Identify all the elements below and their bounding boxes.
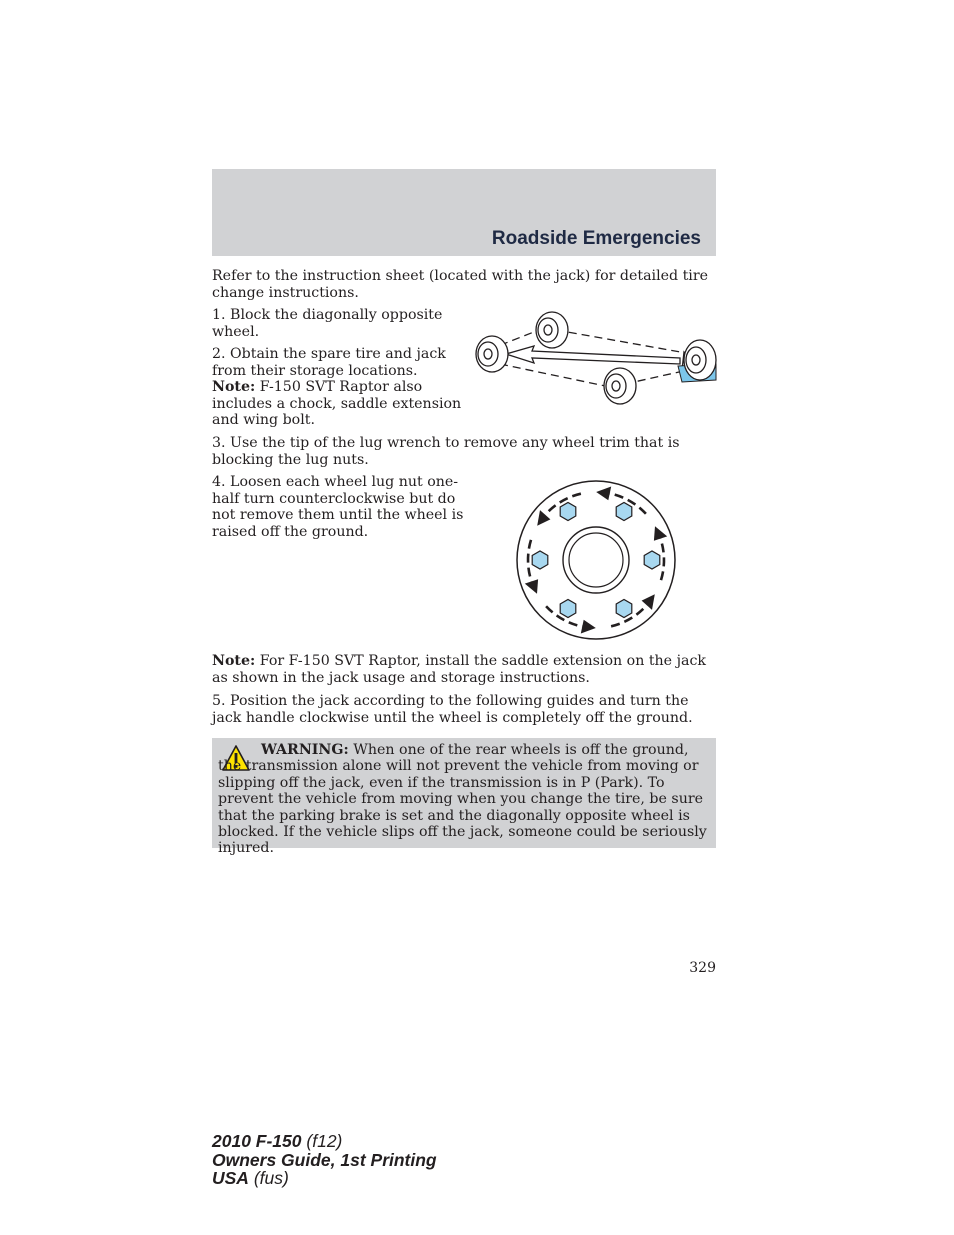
step-3: 3. Use the tip of the lug wrench to remove any wheel trim that is blocking the lug nuts.	[212, 435, 680, 468]
section-header-band	[212, 169, 716, 256]
wheel-blocking-diagram	[470, 308, 720, 408]
wheel-front-left	[476, 336, 508, 372]
document-footer	[212, 1132, 437, 1188]
warning-text	[218, 742, 710, 857]
raptor-note-text: For F-150 SVT Raptor, install the saddle extension on the jack as shown in the jack usage and storage instructions.	[212, 653, 706, 686]
page-number: 329	[689, 960, 716, 976]
footer-guide: Owners Guide, 1st Printing	[212, 1149, 437, 1170]
lug-nut-diagram	[514, 478, 678, 642]
warning-label: WARNING:	[261, 742, 349, 758]
lug-nut-icon	[616, 600, 632, 618]
lug-nut-icon	[532, 551, 548, 569]
wheel-rear-left	[536, 312, 568, 348]
step-1: 1. Block the diagonally opposite wheel.	[212, 307, 443, 340]
step-2-text: 2. Obtain the spare tire and jack from their storage locations.	[212, 346, 446, 379]
section-title: Roadside Emergencies	[491, 228, 701, 249]
step-2-note-text: F-150 SVT Raptor also includes a chock, saddle extension and wing bolt.	[212, 379, 462, 429]
footer-model-code: (f12)	[306, 1131, 343, 1151]
warning-box	[212, 738, 716, 857]
step-2	[212, 346, 462, 429]
lug-nut-icon	[644, 551, 660, 569]
footer-market: USA	[212, 1168, 249, 1188]
wheel-front-right	[604, 368, 636, 404]
footer-market-code: (fus)	[253, 1168, 289, 1188]
footer-model: 2010 F-150	[212, 1131, 302, 1151]
step-2-note-label: Note:	[212, 379, 256, 396]
raptor-note	[212, 653, 716, 686]
lug-nut-icon	[560, 600, 576, 618]
raptor-note-label: Note:	[212, 653, 256, 669]
wheel-rear-right	[684, 340, 716, 380]
lug-nut-icon	[616, 503, 632, 521]
intro-paragraph: Refer to the instruction sheet (located with the jack) for detailed tire change instructions.	[212, 268, 709, 301]
step-5: 5. Position the jack according to the following guides and turn the jack handle clockwise until the wheel is completely off the ground.	[212, 693, 693, 726]
step-4: 4. Loosen each wheel lug nut one-half turn counterclockwise but do not remove them until the wheel is raised off the ground.	[212, 474, 464, 540]
warning-body: When one of the rear wheels is off the ground, the transmission alone will not prevent the vehicle from moving or slipping off the jack, even if the transmission is in P (Park). To prevent the vehicle from moving when you change the tire, be sure that the parking brake is set and the diagonally opposite wheel is blocked. If the vehicle slips off the jack, someone could be seriously injured.	[218, 742, 707, 857]
lug-nut-icon	[560, 503, 576, 521]
